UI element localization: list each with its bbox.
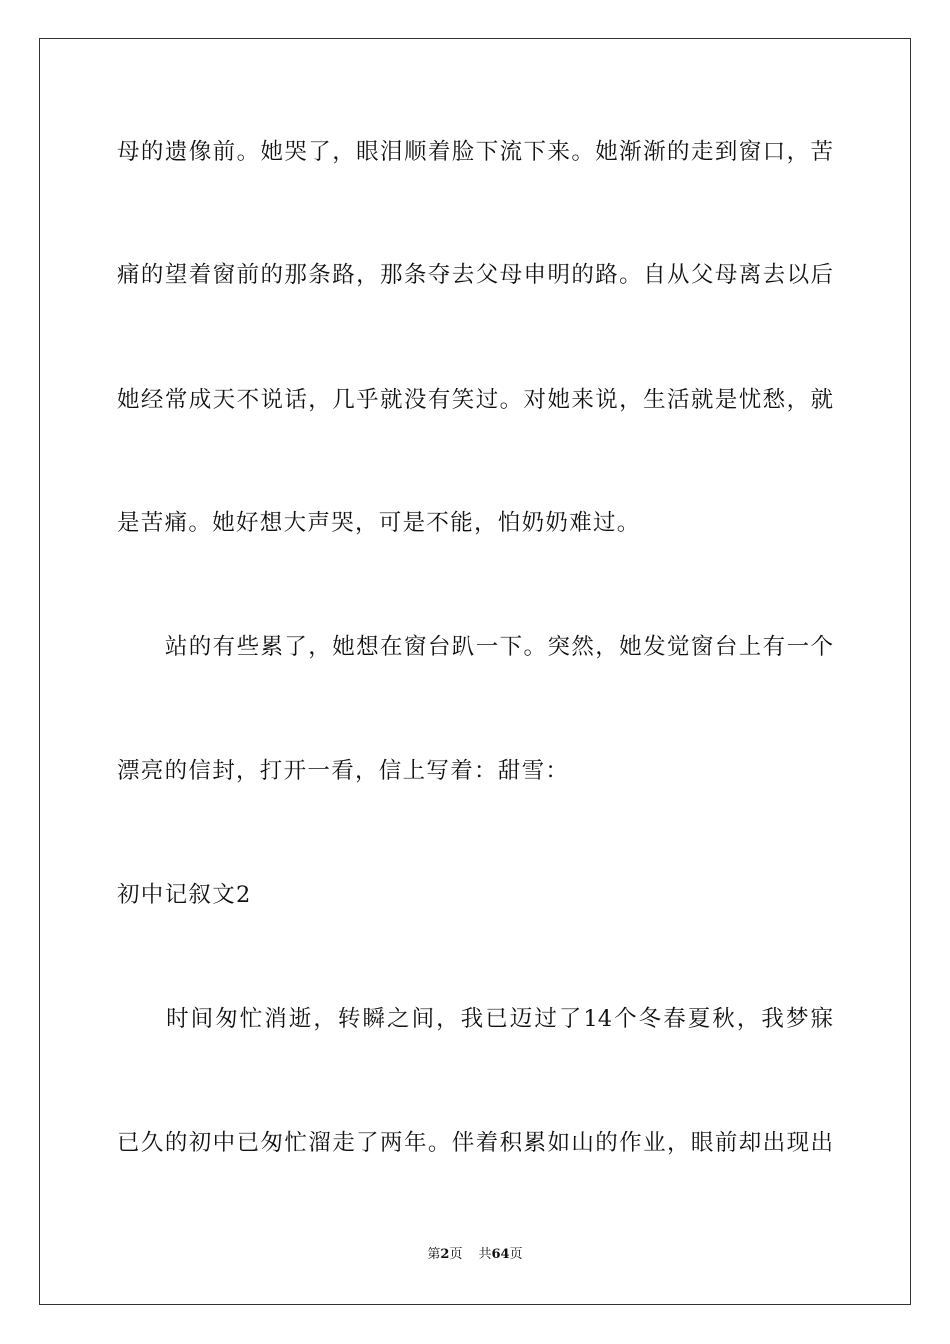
section-heading: 初中记叙文2 <box>117 882 252 908</box>
footer-total-prefix: 共 <box>478 1247 492 1262</box>
body-text-line: 她经常成天不说话，几乎就没有笑过。对她来说，生活就是忧愁，就 <box>117 387 833 413</box>
page-footer <box>0 1246 950 1264</box>
body-text-line: 痛的望着窗前的那条路，那条夺去父母申明的路。自从父母离去以后 <box>117 262 833 288</box>
body-text-line: 漂亮的信封，打开一看，信上写着：甜雪： <box>117 758 570 784</box>
body-text-line: 站的有些累了，她想在窗台趴一下。突然，她发觉窗台上有一个 <box>117 634 833 660</box>
body-text-line: 母的遗像前。她哭了，眼泪顺着脸下流下来。她渐渐的走到窗口，苦 <box>117 139 833 165</box>
footer-page-suffix: 页 <box>449 1247 463 1262</box>
footer-total-suffix: 页 <box>509 1247 523 1262</box>
footer-page-prefix: 第 <box>427 1247 441 1262</box>
footer-total-pages: 64 <box>491 1247 510 1262</box>
page-border <box>39 38 911 1305</box>
body-text-line: 已久的初中已匆忙溜走了两年。伴着积累如山的作业，眼前却出现出 <box>117 1130 833 1156</box>
footer-page-number: 2 <box>440 1247 450 1262</box>
body-text-line: 是苦痛。她好想大声哭，可是不能，怕奶奶难过。 <box>117 510 641 536</box>
body-text-line: 时间匆忙消逝，转瞬之间，我已迈过了14个冬春夏秋，我梦寐 <box>117 1006 833 1032</box>
